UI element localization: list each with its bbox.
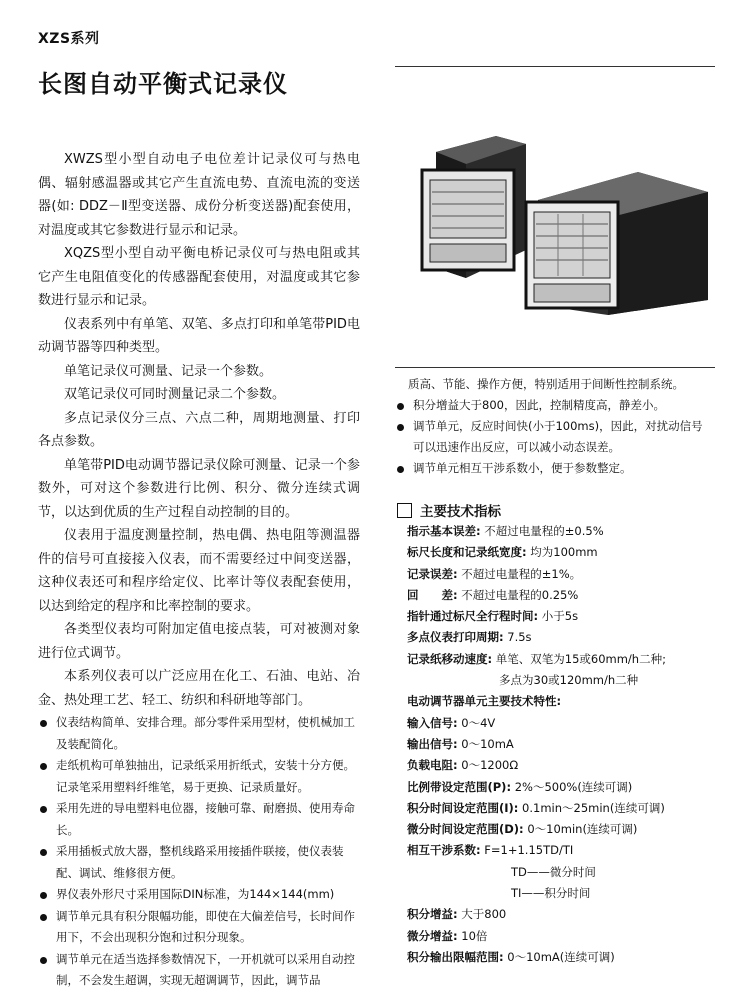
spec-value: 7.5s bbox=[507, 630, 532, 645]
page-title: 长图自动平衡式记录仪 bbox=[38, 70, 288, 98]
spec-row bbox=[407, 734, 717, 755]
intro-paragraph: 多点记录仪分三点、六点二种，周期地测量、打印各点参数。 bbox=[38, 410, 360, 449]
divider-right bbox=[395, 367, 715, 368]
spec-key: 微分增益: bbox=[407, 928, 458, 943]
spec-value: 10倍 bbox=[461, 928, 488, 943]
intro-paragraph: XWZS型小型自动电子电位差计记录仪可与热电偶、辐射感温器或其它产生直流电势、直流电流的变送器(如: DDZ－Ⅱ型变送器、成份分析变送器)配套使用，对温度或其它参数进行显示和记录。 bbox=[38, 152, 360, 238]
spec-value: 0～10mA bbox=[461, 736, 514, 751]
spec-value: 不超过电量程的0.25% bbox=[461, 587, 579, 602]
spec-key: 积分时间设定范围(I): bbox=[407, 800, 519, 815]
intro-paragraph: 仪表用于温度测量控制，热电偶、热电阻等测温器件的信号可直接接入仪表，而不需要经过中间变送器，这种仪表还可和程序给定仪、比率计等仪表配套使用，以达到给定的程序和比率控制的要求。 bbox=[38, 528, 360, 614]
spec-row bbox=[407, 926, 717, 947]
list-item: 调节单元相互干涉系数小，便于参数整定。 bbox=[395, 458, 713, 479]
spec-key: 指针通过标尺全行程时间: bbox=[407, 609, 539, 624]
spec-value: 0～1200Ω bbox=[461, 758, 519, 773]
list-item: 调节单元在适当选择参数情况下，一开机就可以采用自动控制，不会发生超调，实现无超调调节，因此，调节品 bbox=[38, 949, 360, 992]
spec-row bbox=[407, 606, 717, 627]
spec-row bbox=[407, 755, 717, 776]
spec-key: 微分时间设定范围(D): bbox=[407, 822, 524, 837]
spec-key: 输出信号: bbox=[407, 736, 458, 751]
spec-value: 0.1min～25min(连续可调) bbox=[522, 800, 665, 815]
divider-top bbox=[395, 66, 715, 67]
spec-row bbox=[407, 670, 717, 691]
spec-value: 0～4V bbox=[461, 715, 496, 730]
spec-heading-text: 主要技术指标 bbox=[420, 504, 501, 520]
series-label: XZS系列 bbox=[38, 31, 100, 47]
spec-key: 相互干涉系数: bbox=[407, 843, 481, 858]
spec-key: 多点仪表打印周期: bbox=[407, 630, 504, 645]
spec-list bbox=[407, 521, 717, 968]
spec-key: 输入信号: bbox=[407, 715, 458, 730]
list-item: 界仪表外形尺寸采用国际DIN标准，为144×144(mm) bbox=[38, 884, 360, 906]
spec-value: TD——微分时间 bbox=[511, 864, 596, 879]
spec-key: 记录纸移动速度: bbox=[407, 651, 493, 666]
spec-value: 0～10min(连续可调) bbox=[527, 822, 638, 837]
intro-paragraph: 双笔记录仪可同时测量记录二个参数。 bbox=[64, 387, 286, 402]
spec-key: 负载电阻: bbox=[407, 758, 458, 773]
spec-value: 0～10mA(连续可调) bbox=[507, 949, 615, 964]
spec-row bbox=[407, 777, 717, 798]
spec-value: 单笔、双笔为15或60mm/h二种; bbox=[495, 651, 666, 666]
spec-row bbox=[407, 904, 717, 925]
spec-value: 不超过电量程的±0.5% bbox=[484, 524, 604, 538]
feature-list-right bbox=[395, 395, 713, 479]
spec-row bbox=[407, 883, 717, 904]
spec-key: 指示基本误差: bbox=[407, 524, 481, 538]
intro-paragraph: 本系列仪表可以广泛应用在化工、石油、电站、冶金、热处理工艺、轻工、纺织和科研地等部门。 bbox=[38, 669, 360, 708]
list-item: 仪表结构简单、安排合理。部分零件采用型材，使机械加工及装配简化。 bbox=[38, 712, 360, 755]
intro-text bbox=[38, 148, 360, 712]
list-item: 走纸机构可单独抽出，记录纸采用折纸式，安装十分方便。记录笔采用塑料纤维笔，易于更换、记录质量好。 bbox=[38, 755, 360, 798]
spec-row bbox=[407, 627, 717, 648]
list-item: 采用插板式放大器，整机线路采用接插件联接，使仪表装配、调试、维修很方便。 bbox=[38, 841, 360, 884]
spec-value: 不超过电量程的±1%。 bbox=[461, 566, 582, 581]
spec-key: 回 差: bbox=[407, 587, 458, 602]
intro-paragraph: 各类型仪表均可附加定值电接点装，可对被测对象进行位式调节。 bbox=[38, 622, 360, 661]
feature-continuation: 质高、节能、操作方便，特别适用于间断性控制系统。 bbox=[408, 377, 684, 391]
spec-key: 积分增益: bbox=[407, 907, 458, 922]
spec-row bbox=[407, 521, 717, 542]
spec-value: F=1+1.15TD/TI bbox=[484, 843, 574, 858]
spec-row bbox=[407, 798, 717, 819]
spec-heading bbox=[397, 500, 501, 520]
intro-paragraph: 单笔记录仪可测量、记录一个参数。 bbox=[64, 363, 273, 379]
feature-list-left bbox=[38, 712, 360, 992]
spec-value: 大于800 bbox=[461, 907, 507, 922]
spec-row bbox=[407, 862, 717, 883]
spec-row bbox=[407, 542, 717, 563]
spec-key: 标尺长度和记录纸宽度: bbox=[407, 545, 527, 560]
spec-value: 均为100mm bbox=[530, 545, 598, 560]
checkbox-square-icon bbox=[397, 503, 412, 518]
intro-paragraph: 仪表系列中有单笔、双笔、多点打印和单笔带PID电动调节器等四种类型。 bbox=[38, 316, 360, 355]
spec-row bbox=[407, 649, 717, 670]
spec-value: 多点为30或120mm/h二种 bbox=[499, 673, 639, 688]
spec-key: 比例带设定范围(P): bbox=[407, 779, 512, 794]
product-photo bbox=[408, 130, 708, 315]
list-item: 采用先进的导电塑料电位器，接触可靠、耐磨损、使用寿命长。 bbox=[38, 798, 360, 841]
spec-key: 积分输出限幅范围: bbox=[407, 949, 504, 964]
spec-row bbox=[407, 713, 717, 734]
spec-row bbox=[407, 691, 717, 712]
intro-paragraph: 单笔带PID电动调节器记录仪除可测量、记录一个参数外，可对这个参数进行比例、积分、微分连续式调节，以达到优质的生产过程自动控制的目的。 bbox=[38, 457, 360, 520]
spec-row bbox=[407, 564, 717, 585]
list-item: 积分增益大于800，因此，控制精度高，静差小。 bbox=[395, 395, 713, 416]
spec-key: 电动调节器单元主要技术特性: bbox=[407, 694, 562, 709]
spec-row bbox=[407, 585, 717, 606]
list-item: 调节单元具有积分限幅功能，即使在大偏差信号，长时间作用下，不会出现积分饱和过积分现象。 bbox=[38, 906, 360, 949]
list-item: 调节单元，反应时间快(小于100ms)，因此，对扰动信号可以迅速作出反应，可以减小动态误差。 bbox=[395, 416, 713, 458]
spec-row bbox=[407, 840, 717, 861]
spec-row bbox=[407, 947, 717, 968]
spec-row bbox=[407, 819, 717, 840]
spec-value: TI——积分时间 bbox=[511, 886, 591, 901]
spec-value: 小于5s bbox=[541, 609, 579, 624]
intro-paragraph: XQZS型小型自动平衡电桥记录仪可与热电阻或其它产生电阻值变化的传感器配套使用，对温度或其它参数进行显示和记录。 bbox=[38, 246, 360, 308]
spec-key: 记录误差: bbox=[407, 566, 458, 581]
spec-value: 2%～500%(连续可调) bbox=[514, 779, 633, 794]
